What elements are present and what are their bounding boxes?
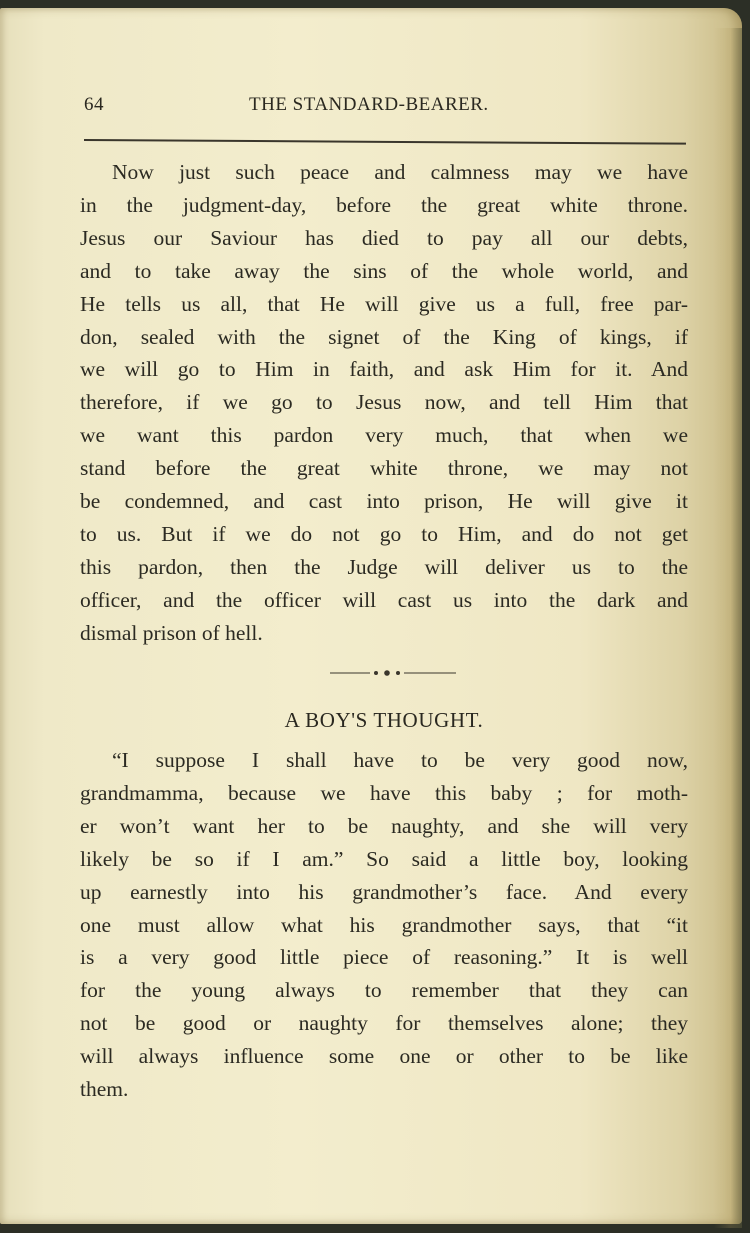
text-line: will always influence some one or other to be like: [80, 1044, 688, 1069]
paragraph-pardon: [80, 156, 688, 650]
text-line: this pardon, then the Judge will deliver us to the: [80, 554, 688, 579]
text-line: er won’t want her to be naughty, and she will very: [80, 813, 688, 838]
text-line: don, sealed with the signet of the King of kings, if: [80, 324, 688, 349]
running-title: THE STANDARD-BEARER.: [249, 94, 489, 115]
section-divider-ornament: [330, 666, 456, 680]
page-number: 64: [84, 94, 104, 115]
text-line: them.: [80, 1077, 129, 1102]
text-line: to us. But if we do not go to Him, and do not get: [80, 521, 688, 546]
text-line: be condemned, and cast into prison, He will give it: [80, 489, 688, 514]
text-line: is a very good little piece of reasoning.” It is well: [80, 945, 688, 970]
text-line: therefore, if we go to Jesus now, and tell Him that: [80, 390, 688, 415]
text-line: up earnestly into his grandmother’s face. And every: [80, 879, 688, 904]
text-line: officer, and the officer will cast us into the dark and: [80, 587, 688, 612]
text-line: He tells us all, that He will give us a full, free par-: [80, 291, 688, 316]
text-line: in the judgment-day, before the great white throne.: [80, 192, 688, 217]
text-line: “I suppose I shall have to be very good now,: [112, 748, 688, 772]
text-line: we will go to Him in faith, and ask Him for it. And: [80, 357, 688, 382]
text-line: grandmamma, because we have this baby ; for moth-: [80, 780, 688, 805]
text-line: we want this pardon very much, that when we: [80, 423, 688, 448]
text-line: one must allow what his grandmother says, that “it: [80, 912, 688, 937]
text-line: dismal prison of hell.: [80, 620, 263, 645]
text-line: stand before the great white throne, we may not: [80, 456, 688, 481]
book-page: [0, 8, 742, 1224]
text-line: and to take away the sins of the whole world, and: [80, 258, 688, 283]
section-heading: A BOY'S THOUGHT.: [284, 708, 484, 732]
text-line: not be good or naughty for themselves alone; they: [80, 1011, 688, 1036]
text-line: likely be so if I am.” So said a little boy, looking: [80, 846, 688, 871]
text-line: for the young always to remember that they can: [80, 978, 688, 1003]
text-line: Jesus our Saviour has died to pay all our debts,: [80, 225, 688, 250]
header-rule: [84, 139, 686, 145]
paragraph-boys-thought: [80, 744, 688, 1106]
page-edge-shadow: [714, 28, 742, 1228]
running-header: [84, 94, 684, 124]
text-line: Now just such peace and calmness may we have: [112, 160, 688, 184]
